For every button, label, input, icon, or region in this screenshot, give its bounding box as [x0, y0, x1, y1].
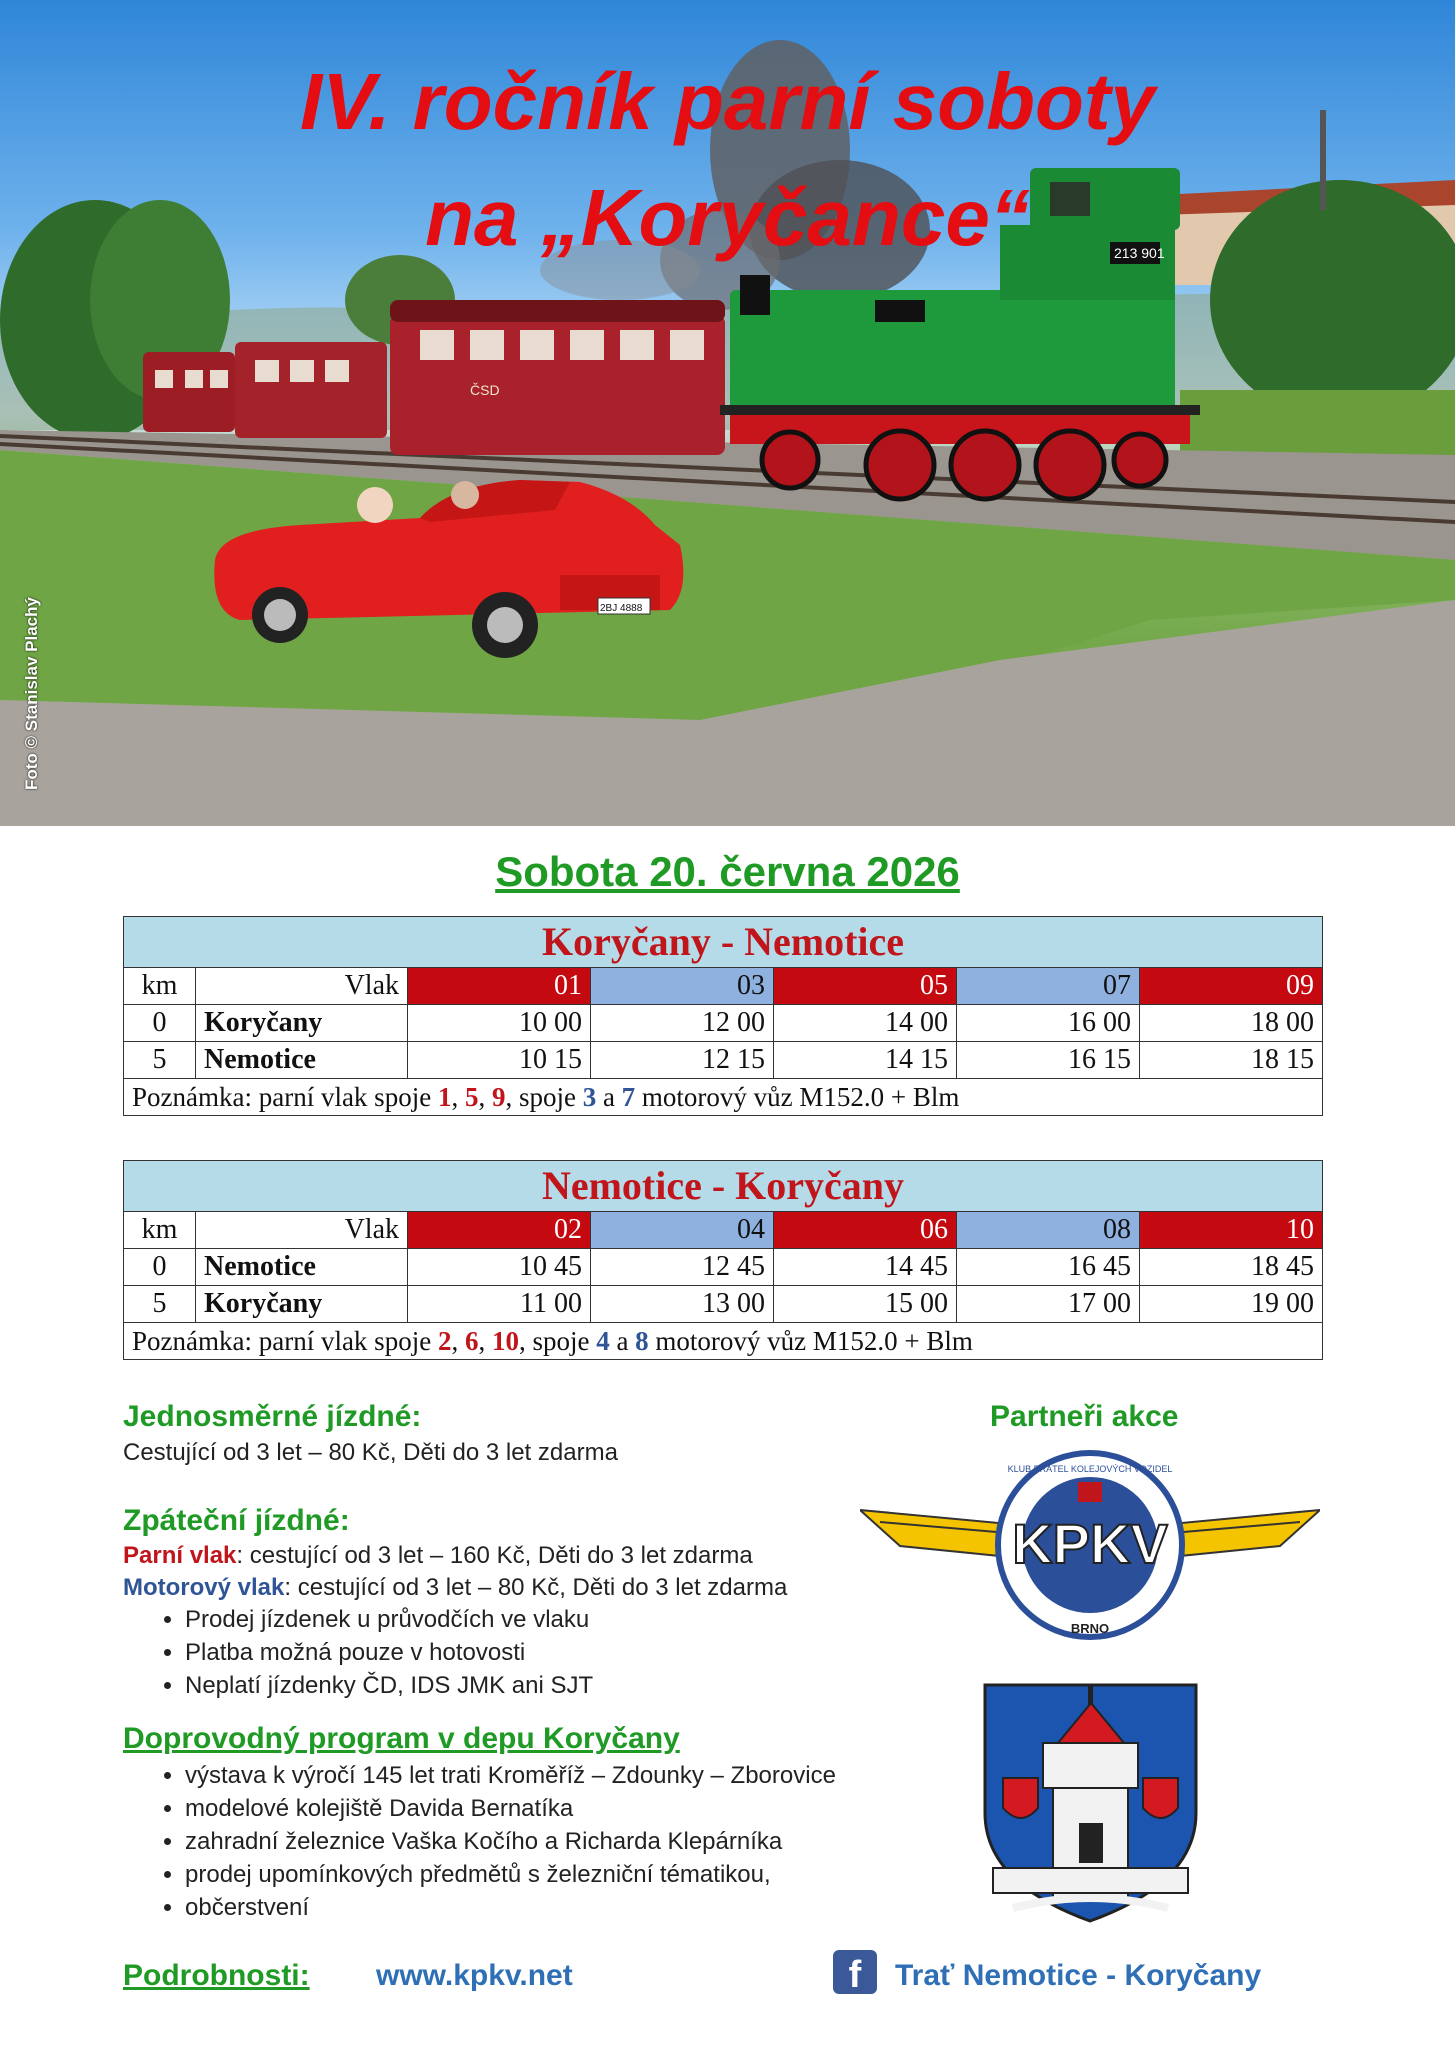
motor-train-ref: 4 [596, 1326, 610, 1356]
km-value: 5 [124, 1042, 196, 1079]
arrival-time: 17 00 [957, 1286, 1140, 1323]
station-name: Nemotice [196, 1249, 408, 1286]
motor-fare-text: : cestující od 3 let – 80 Kč, Děti do 3 let zdarma [284, 1574, 788, 1601]
timetable-note: Poznámka: parní vlak spoje 2, 6, 10, spoje 4 a 8 motorový vůz M152.0 + Blm [124, 1323, 1323, 1360]
return-fare-heading: Zpáteční jízdné: [123, 1504, 350, 1537]
vlak-header: Vlak [196, 1212, 408, 1249]
train-number: 10 [1140, 1212, 1323, 1249]
arrival-time: 19 00 [1140, 1286, 1323, 1323]
train-number: 03 [591, 968, 774, 1005]
note-text: motorový vůz M152.0 + Blm [635, 1082, 960, 1112]
oneway-fare-text: Cestující od 3 let – 80 Kč, Děti do 3 let zdarma [123, 1439, 618, 1466]
departure-time: 12 45 [591, 1249, 774, 1286]
facebook-page-link[interactable]: Trať Nemotice - Koryčany [895, 1959, 1262, 1992]
timetable-note: Poznámka: parní vlak spoje 1, 5, 9, spoje 3 a 7 motorový vůz M152.0 + Blm [124, 1079, 1323, 1116]
train-number: 05 [774, 968, 957, 1005]
train-number: 07 [957, 968, 1140, 1005]
note-text: Poznámka: parní vlak spoje [132, 1326, 438, 1356]
program-heading: Doprovodný program v depu Koryčany [123, 1722, 680, 1755]
timetable-header-row [124, 968, 1323, 1005]
station-name: Nemotice [196, 1042, 408, 1079]
event-title-line2: na „Koryčance“ [425, 173, 1030, 262]
partners-heading: Partneři akce [990, 1400, 1179, 1433]
train-number: 09 [1140, 968, 1323, 1005]
station-name: Koryčany [196, 1286, 408, 1323]
note-text: , spoje [505, 1082, 583, 1112]
timetable-header-row [124, 1212, 1323, 1249]
steam-train-ref: 1 [437, 1082, 452, 1112]
timetable-nemotice-korycany [123, 1160, 1323, 1360]
note-text: motorový vůz M152.0 + Blm [648, 1326, 973, 1356]
steam-fare-text: : cestující od 3 let – 160 Kč, Děti do 3 let zdarma [236, 1542, 753, 1569]
departure-time: 12 00 [591, 1005, 774, 1042]
event-title-line1: IV. ročník parní soboty [299, 57, 1156, 146]
km-value: 0 [124, 1249, 196, 1286]
facebook-icon[interactable]: f [833, 1950, 877, 1994]
timetable-title: Nemotice - Koryčany [124, 1161, 1323, 1212]
km-value: 5 [124, 1286, 196, 1323]
ticket-info-list [123, 1603, 593, 1702]
train-number: 02 [408, 1212, 591, 1249]
list-item: • občerstvení [185, 1891, 836, 1924]
steam-train-ref: 6 [464, 1326, 479, 1356]
departure-time: 10 00 [408, 1005, 591, 1042]
list-item: • Neplatí jízdenky ČD, IDS JMK ani SJT [185, 1669, 593, 1702]
korycany-coat-of-arms [983, 1683, 1198, 1923]
kpkv-city: BRNO [1070, 1621, 1110, 1636]
vlak-header: Vlak [196, 968, 408, 1005]
list-item: • modelové kolejiště Davida Bernatíka [185, 1792, 836, 1825]
train-number: 01 [408, 968, 591, 1005]
departure-time: 14 45 [774, 1249, 957, 1286]
event-date: Sobota 20. června 2026 [495, 848, 960, 895]
steam-train-ref: 5 [464, 1082, 479, 1112]
steam-train-ref: 2 [437, 1326, 452, 1356]
details-label: Podrobnosti: [123, 1959, 310, 1992]
note-text: Poznámka: parní vlak spoje [132, 1082, 438, 1112]
arrival-time: 14 15 [774, 1042, 957, 1079]
list-item: • výstava k výročí 145 let trati Kroměříž – Zdounky – Zborovice [185, 1759, 836, 1792]
steam-train-ref: 10 [491, 1326, 519, 1356]
departure-time: 16 45 [957, 1249, 1140, 1286]
license-plate: 2BJ 4888 [600, 603, 643, 614]
station-name: Koryčany [196, 1005, 408, 1042]
steam-fare-line [123, 1542, 753, 1570]
motor-train-label: Motorový vlak [123, 1574, 285, 1601]
motor-train-ref: 7 [621, 1082, 636, 1112]
kpkv-logo-text: KPKV [1012, 1512, 1168, 1575]
motor-fare-line [123, 1574, 787, 1602]
arrival-time: 11 00 [408, 1286, 591, 1323]
departure-time: 16 00 [957, 1005, 1140, 1042]
arrival-time: 18 15 [1140, 1042, 1323, 1079]
motor-train-ref: 3 [582, 1082, 597, 1112]
oneway-fare-heading: Jednosměrné jízdné: [123, 1400, 422, 1433]
timetable-row [124, 1042, 1323, 1079]
kpkv-ring-text: KLUB PŘÁTEL KOLEJOVÝCH VOZIDEL [1007, 1464, 1173, 1474]
timetable-korycany-nemotice [123, 916, 1323, 1116]
note-text: a [609, 1326, 636, 1356]
carriage-label: ČSD [470, 382, 500, 398]
km-header: km [124, 968, 196, 1005]
km-header: km [124, 1212, 196, 1249]
train-number: 08 [957, 1212, 1140, 1249]
departure-time: 18 00 [1140, 1005, 1323, 1042]
train-number: 04 [591, 1212, 774, 1249]
arrival-time: 10 15 [408, 1042, 591, 1079]
list-item: • prodej upomínkových předmětů s železniční tématikou, [185, 1858, 836, 1891]
arrival-time: 16 15 [957, 1042, 1140, 1079]
note-text: a [596, 1082, 622, 1112]
list-item: • zahradní železnice Vaška Kočího a Richarda Klepárníka [185, 1825, 836, 1858]
note-text: , spoje [518, 1326, 597, 1356]
arrival-time: 12 15 [591, 1042, 774, 1079]
departure-time: 14 00 [774, 1005, 957, 1042]
photo-credit: Foto © Stanislav Plachý [22, 597, 41, 790]
timetable-row [124, 1005, 1323, 1042]
program-list [123, 1759, 836, 1924]
timetable-title: Koryčany - Nemotice [124, 917, 1323, 968]
timetable-row [124, 1286, 1323, 1323]
motor-train-ref: 8 [635, 1326, 649, 1356]
arrival-time: 15 00 [774, 1286, 957, 1323]
departure-time: 10 45 [408, 1249, 591, 1286]
locomotive-number: 213 901 [1114, 245, 1165, 261]
website-link[interactable]: www.kpkv.net [376, 1959, 573, 1992]
timetable-row [124, 1249, 1323, 1286]
km-value: 0 [124, 1005, 196, 1042]
steam-train-ref: 9 [491, 1082, 506, 1112]
list-item: • Platba možná pouze v hotovosti [185, 1636, 593, 1669]
list-item: • Prodej jízdenek u průvodčích ve vlaku [185, 1603, 593, 1636]
kpkv-logo [860, 1450, 1320, 1650]
steam-train-label: Parní vlak [123, 1542, 237, 1569]
train-number: 06 [774, 1212, 957, 1249]
hero-photo [0, 0, 1455, 826]
arrival-time: 13 00 [591, 1286, 774, 1323]
departure-time: 18 45 [1140, 1249, 1323, 1286]
